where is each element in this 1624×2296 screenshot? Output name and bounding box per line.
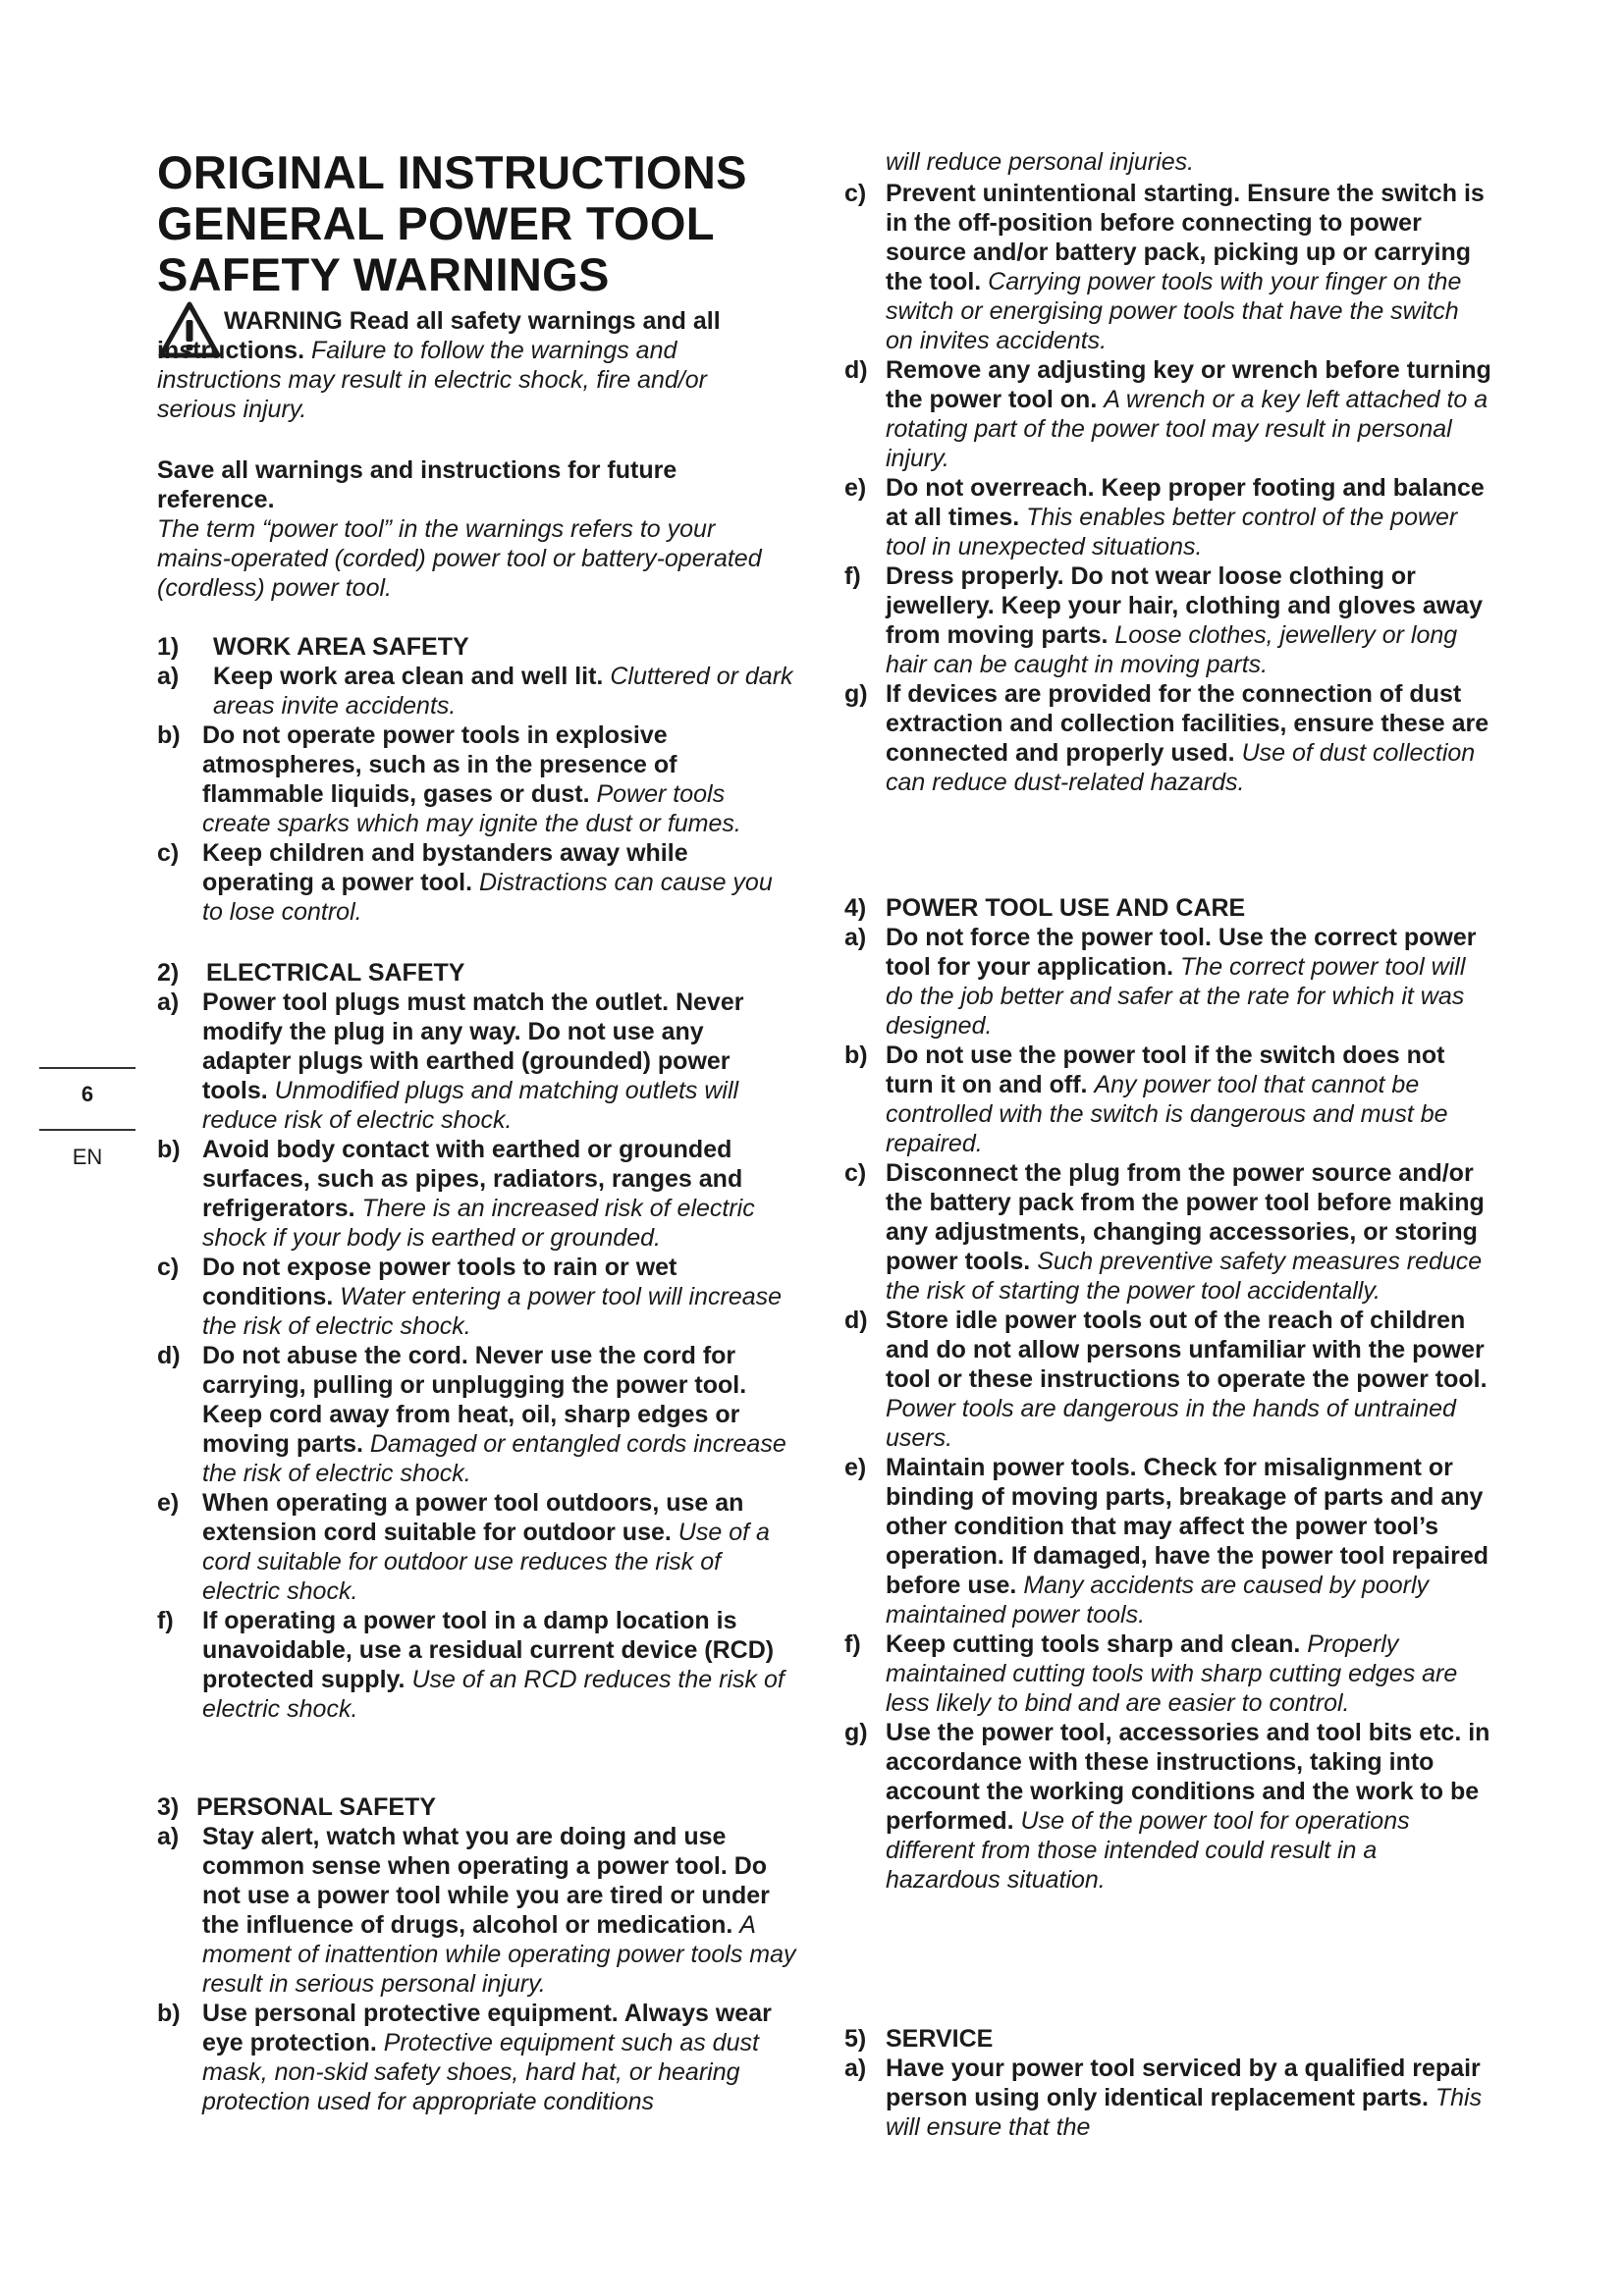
item-label: a) bbox=[157, 1823, 180, 1850]
section-tool-use bbox=[844, 893, 1492, 1895]
continuation-text: will reduce personal injuries. bbox=[886, 148, 1195, 176]
item-bold: Dress properly. Do not wear loose clothing or jewellery. Keep your hair, clothing and gloves away from moving parts. bbox=[886, 562, 1484, 649]
section-title: ELECTRICAL SAFETY bbox=[206, 959, 465, 987]
item-bold: If operating a power tool in a damp location is unavoidable, use a residual current device (RCD) protected supply. bbox=[202, 1607, 775, 1693]
section-heading bbox=[157, 632, 797, 662]
item-italic: Use of an RCD reduces the risk of electric shock. bbox=[202, 1666, 785, 1723]
item-bold: If devices are provided for the connection of dust extraction and collection facilities, ensure these are connected and properly used. bbox=[886, 680, 1489, 767]
list-item bbox=[157, 662, 797, 721]
item-label: c) bbox=[844, 180, 867, 207]
item-label: a) bbox=[157, 663, 180, 690]
item-bold: Store idle power tools out of the reach of children and do not allow persons unfamiliar with the power tool or these instructions to operate the power tool. bbox=[886, 1307, 1488, 1393]
item-label: b) bbox=[157, 721, 181, 749]
section-heading bbox=[844, 893, 1492, 923]
item-bold: Stay alert, watch what you are doing and use common sense when operating a power tool. Do not use a power tool while you are tired or under the influence of drugs, alcohol or medication. bbox=[202, 1823, 770, 1939]
section-personal bbox=[157, 1792, 797, 2116]
item-bold: Do not abuse the cord. Never use the cord for carrying, pulling or unplugging the power tool. Keep cord away from heat, oil, sharp edges or moving parts. bbox=[202, 1342, 747, 1458]
item-bold: Do not expose power tools to rain or wet conditions. bbox=[202, 1254, 677, 1310]
list-item bbox=[844, 473, 1492, 561]
item-italic: Any power tool that cannot be controlled with the switch is dangerous and must be repaired. bbox=[886, 1071, 1448, 1157]
item-italic: Power tools are dangerous in the hands of untrained users. bbox=[886, 1395, 1456, 1452]
item-label: c) bbox=[157, 1254, 180, 1281]
section-heading bbox=[844, 2024, 1492, 2054]
section-number: 1) bbox=[157, 633, 180, 661]
item-bold: Power tool plugs must match the outlet. Never modify the plug in any way. Do not use any adapter plugs with earthed (grounded) power tools. bbox=[202, 988, 744, 1104]
list-item bbox=[157, 1135, 797, 1253]
section-heading bbox=[157, 958, 797, 988]
item-italic: Protective equipment such as dust mask, non-skid safety shoes, hard hat, or hearing protection used for appropriate conditions bbox=[202, 2029, 759, 2115]
item-bold: Disconnect the plug from the power source and/or the battery pack from the power tool before making any adjustments, changing accessories, or storing power tools. bbox=[886, 1159, 1485, 1275]
item-label: d) bbox=[844, 1307, 868, 1334]
warning-bold: WARNING Read all safety warnings and all instructions. bbox=[157, 307, 721, 364]
list-item bbox=[157, 721, 797, 838]
section-personal-continued bbox=[844, 179, 1492, 797]
item-label: e) bbox=[157, 1489, 180, 1517]
save-italic: The term “power tool” in the warnings refers to your mains-operated (corded) power tool or battery-operated (cordless) power tool. bbox=[157, 515, 762, 602]
save-bold: Save all warnings and instructions for future reference. bbox=[157, 456, 677, 513]
item-italic: A wrench or a key left attached to a rotating part of the power tool may result in personal injury. bbox=[886, 386, 1489, 472]
item-label: d) bbox=[844, 356, 868, 384]
list-item bbox=[844, 679, 1492, 797]
section-heading bbox=[157, 1792, 797, 1822]
item-italic: A moment of inattention while operating power tools may result in serious personal injury. bbox=[202, 1911, 796, 1998]
item-bold: Avoid body contact with earthed or grounded surfaces, such as pipes, radiators, ranges and refrigerators. bbox=[202, 1136, 743, 1222]
item-label: c) bbox=[844, 1159, 867, 1187]
list-item bbox=[157, 1488, 797, 1606]
warning-italic: Failure to follow the warnings and instructions may result in electric shock, fire and/or serious injury. bbox=[157, 337, 707, 423]
list-item bbox=[157, 1606, 797, 1724]
item-bold: When operating a power tool outdoors, use an extension cord suitable for outdoor use. bbox=[202, 1489, 744, 1546]
item-italic: Such preventive safety measures reduce the risk of starting the power tool accidentally. bbox=[886, 1248, 1483, 1305]
section-work-area bbox=[157, 632, 797, 927]
section-service bbox=[844, 2024, 1492, 2142]
item-label: c) bbox=[157, 839, 180, 867]
item-bold: Maintain power tools. Check for misalignment or binding of moving parts, breakage of parts and any other condition that may affect the power tool’s operation. If damaged, have the power tool repaired before use. bbox=[886, 1454, 1489, 1599]
item-label: g) bbox=[844, 680, 868, 708]
item-label: b) bbox=[157, 2000, 181, 2027]
item-bold: Keep work area clean and well lit. bbox=[213, 663, 604, 690]
list-item bbox=[844, 179, 1492, 355]
page-number: 6 bbox=[81, 1082, 94, 1106]
list-item bbox=[157, 1341, 797, 1488]
section-title: PERSONAL SAFETY bbox=[196, 1793, 437, 1821]
item-italic: Damaged or entangled cords increase the risk of electric shock. bbox=[202, 1430, 786, 1487]
item-bold: Remove any adjusting key or wrench before turning the power tool on. bbox=[886, 356, 1491, 413]
item-italic: This will ensure that the bbox=[886, 2084, 1483, 2141]
list-item bbox=[157, 1822, 797, 1999]
item-italic: Properly maintained cutting tools with sharp cutting edges are less likely to bind and are easier to control. bbox=[886, 1630, 1458, 1717]
item-bold: Do not operate power tools in explosive atmospheres, such as in the presence of flammable liquids, gases or dust. bbox=[202, 721, 677, 808]
language-code: EN bbox=[72, 1145, 103, 1169]
title-line: GENERAL POWER TOOL bbox=[157, 197, 715, 249]
item-bold: Use the power tool, accessories and tool bits etc. in accordance with these instructions, taking into account the working conditions and the work to be performed. bbox=[886, 1719, 1490, 1835]
item-label: a) bbox=[844, 924, 867, 951]
list-item bbox=[157, 1253, 797, 1341]
list-item bbox=[844, 1158, 1492, 1306]
item-bold: Do not use the power tool if the switch does not turn it on and off. bbox=[886, 1041, 1445, 1098]
item-label: g) bbox=[844, 1719, 868, 1746]
list-item bbox=[844, 561, 1492, 679]
section-electrical bbox=[157, 958, 797, 1724]
list-item bbox=[844, 2054, 1492, 2142]
item-italic: The correct power tool will do the job better and safer at the rate for which it was designed. bbox=[886, 953, 1466, 1040]
item-label: f) bbox=[157, 1607, 174, 1634]
item-italic: Unmodified plugs and matching outlets will reduce risk of electric shock. bbox=[202, 1077, 739, 1134]
list-item bbox=[844, 1453, 1492, 1629]
item-italic: Power tools create sparks which may ignite the dust or fumes. bbox=[202, 780, 741, 837]
section-title: WORK AREA SAFETY bbox=[213, 633, 469, 661]
list-item bbox=[844, 1306, 1492, 1453]
list-item bbox=[157, 1999, 797, 2116]
item-italic: There is an increased risk of electric shock if your body is earthed or grounded. bbox=[202, 1195, 755, 1252]
item-italic: Use of dust collection can reduce dust-related hazards. bbox=[886, 739, 1476, 796]
item-bold: Keep children and bystanders away while operating a power tool. bbox=[202, 839, 688, 896]
item-bold: Have your power tool serviced by a qualified repair person using only identical replacement parts. bbox=[886, 2055, 1481, 2111]
item-italic: Use of a cord suitable for outdoor use reduces the risk of electric shock. bbox=[202, 1519, 770, 1605]
title-line: SAFETY WARNINGS bbox=[157, 248, 610, 300]
item-italic: Many accidents are caused by poorly maintained power tools. bbox=[886, 1572, 1430, 1629]
list-item bbox=[844, 1629, 1492, 1718]
sidebar-divider-bottom bbox=[39, 1129, 135, 1131]
item-label: e) bbox=[844, 1454, 867, 1481]
list-item bbox=[844, 1718, 1492, 1895]
item-label: f) bbox=[844, 1630, 861, 1658]
section-number: 3) bbox=[157, 1793, 180, 1821]
item-bold: Keep cutting tools sharp and clean. bbox=[886, 1630, 1301, 1658]
item-italic: This enables better control of the power tool in unexpected situations. bbox=[886, 504, 1458, 561]
section-title: SERVICE bbox=[886, 2025, 994, 2053]
item-label: a) bbox=[844, 2055, 867, 2082]
section-title: POWER TOOL USE AND CARE bbox=[886, 894, 1246, 922]
item-bold: Prevent unintentional starting. Ensure the switch is in the off-position before connecting to power source and/or battery pack, picking up or carrying the tool. bbox=[886, 180, 1485, 295]
item-label: f) bbox=[844, 562, 861, 590]
item-label: b) bbox=[157, 1136, 181, 1163]
save-paragraph bbox=[157, 455, 785, 603]
list-item bbox=[157, 838, 797, 927]
item-bold: Use personal protective equipment. Always wear eye protection. bbox=[202, 2000, 772, 2056]
title-line: ORIGINAL INSTRUCTIONS bbox=[157, 146, 747, 198]
item-italic: Water entering a power tool will increase the risk of electric shock. bbox=[202, 1283, 783, 1340]
item-label: a) bbox=[157, 988, 180, 1016]
list-item bbox=[844, 1041, 1492, 1158]
section-number: 5) bbox=[844, 2025, 867, 2053]
item-italic: Loose clothes, jewellery or long hair can be caught in moving parts. bbox=[886, 621, 1458, 678]
item-italic: Cluttered or dark areas invite accidents. bbox=[213, 663, 793, 720]
sidebar-divider-top bbox=[39, 1067, 135, 1069]
list-item bbox=[157, 988, 797, 1135]
section-number: 2) bbox=[157, 959, 180, 987]
item-italic: Distractions can cause you to lose control. bbox=[202, 869, 773, 926]
item-label: e) bbox=[844, 474, 867, 502]
item-italic: Carrying power tools with your finger on the switch or energising power tools that have the switch on invites accidents. bbox=[886, 268, 1462, 354]
item-bold: Do not force the power tool. Use the correct power tool for your application. bbox=[886, 924, 1477, 981]
list-item bbox=[844, 355, 1492, 473]
warning-paragraph bbox=[157, 306, 785, 424]
item-bold: Do not overreach. Keep proper footing and balance at all times. bbox=[886, 474, 1485, 531]
section-number: 4) bbox=[844, 894, 867, 922]
page-title bbox=[157, 147, 805, 300]
list-item bbox=[844, 923, 1492, 1041]
item-italic: Use of the power tool for operations different from those intended could result in a hazardous situation. bbox=[886, 1807, 1410, 1894]
item-label: d) bbox=[157, 1342, 181, 1369]
item-label: b) bbox=[844, 1041, 868, 1069]
